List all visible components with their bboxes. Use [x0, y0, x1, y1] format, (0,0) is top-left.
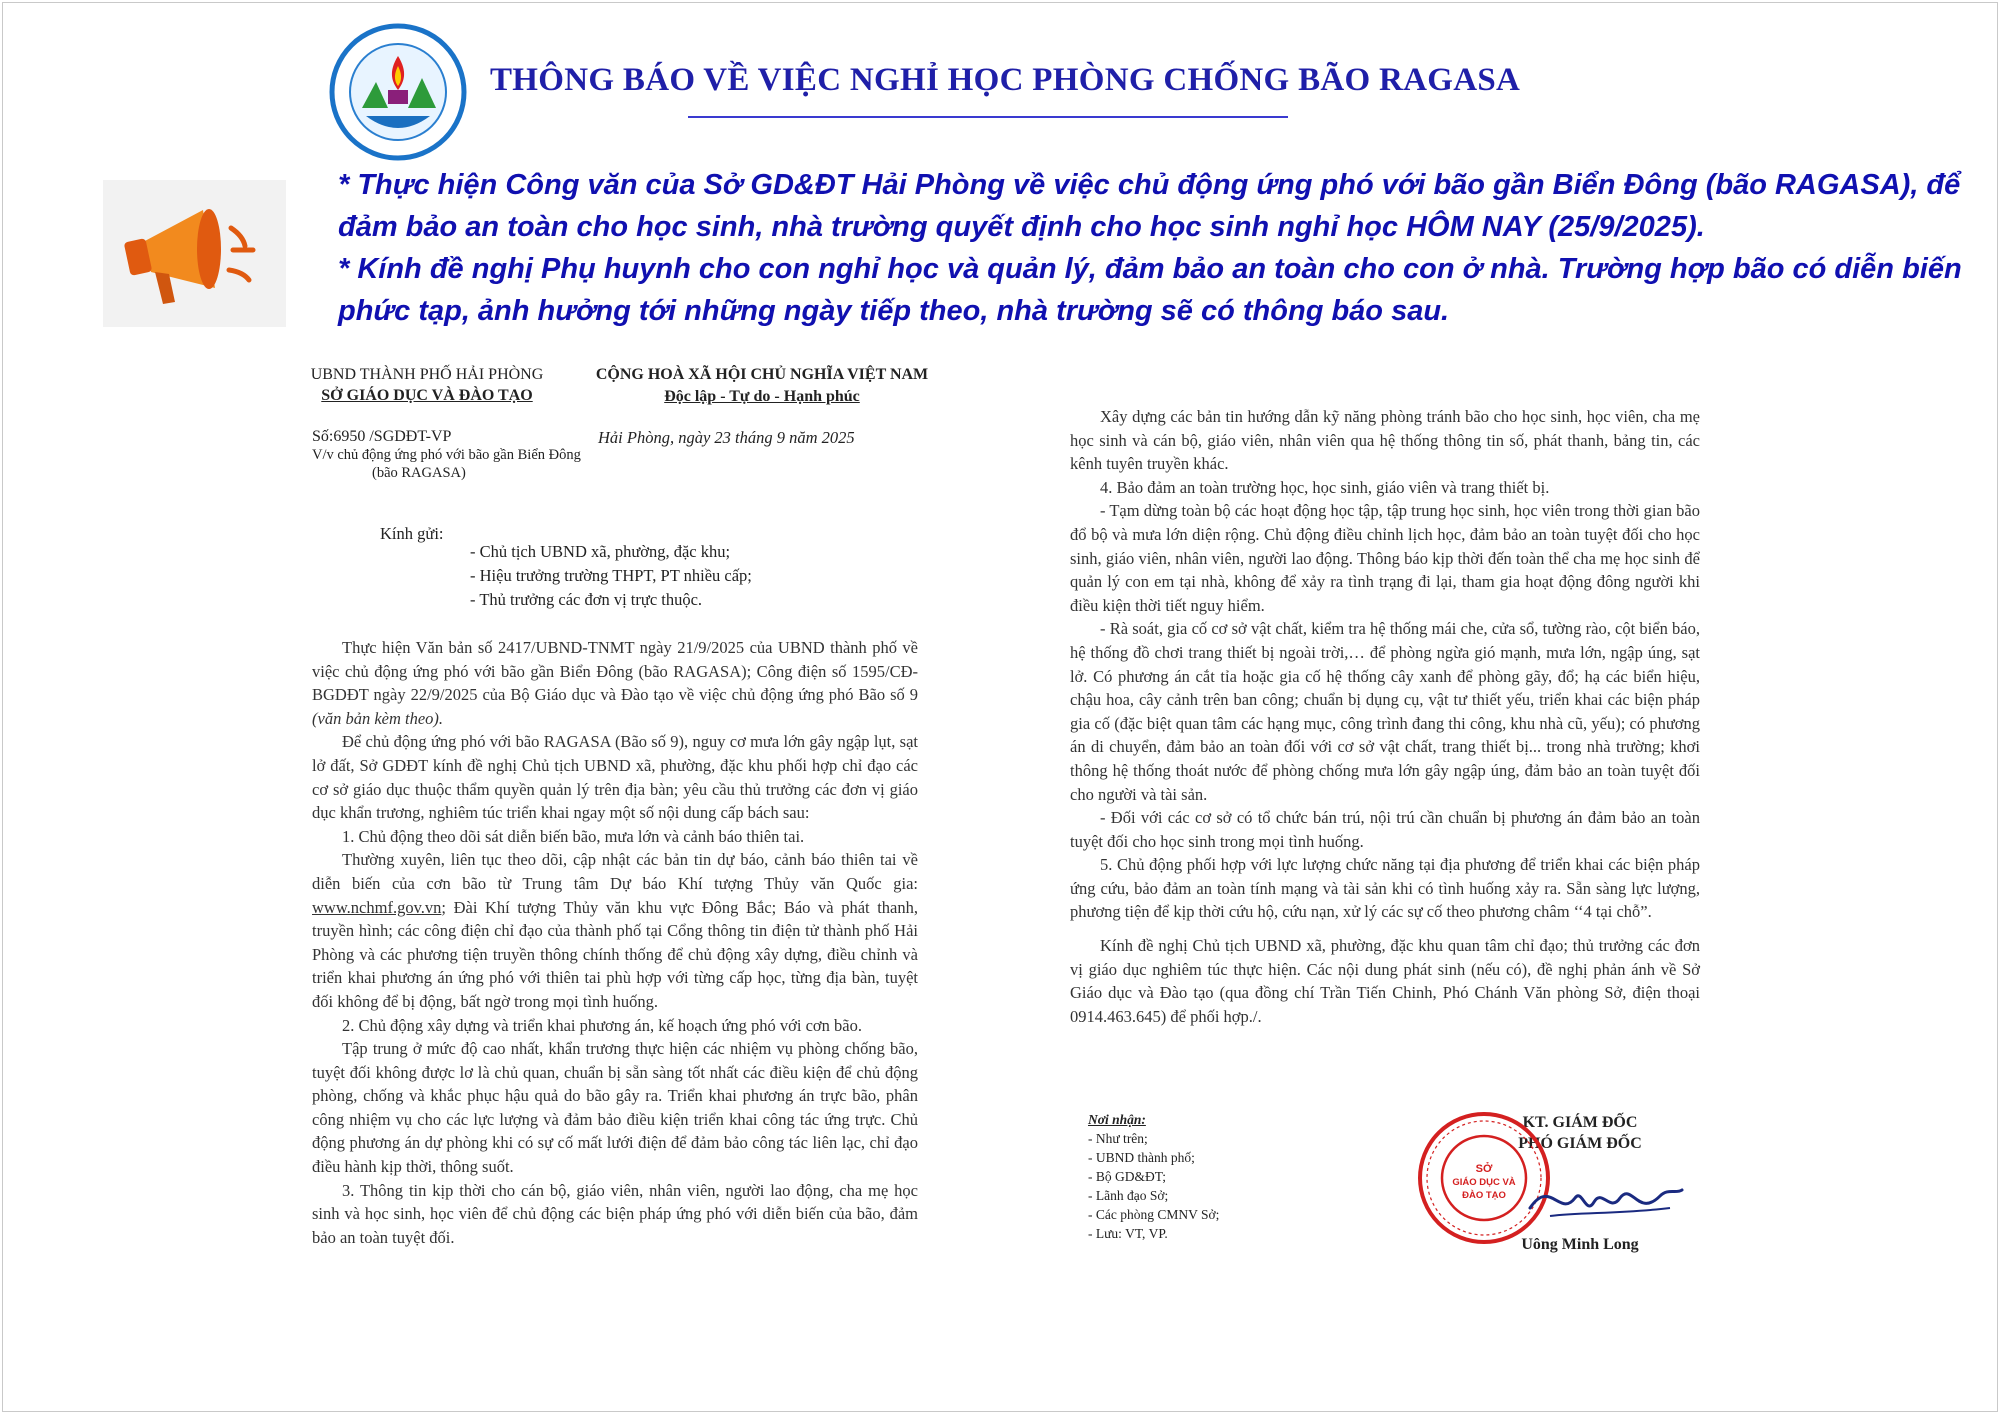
paragraph: - Rà soát, gia cố cơ sở vật chất, kiểm tra hệ thống mái che, cửa sổ, tường rào, cột biển báo, hệ thống đồ chơi trang thiết bị ngoài trời,… để phòng ngừa gió mạnh, mưa lớn, ngập úng, sạt lở. Có phương án cắt tỉa hoặc gia cố hệ thống cây xanh để phòng gãy, đổ; hạ các biển hiệu, chậu hoa, cây cảnh trên ban công; chuẩn bị dụng cụ, vật tư thiết yếu, triển khai các biện pháp gia cố (đặc biệt quan tâm các hạng mục, công trình đang thi công, khu nhà cũ, yếu); có phương án di chuyển, đảm bảo an toàn đối với cơ sở vật chất, trang thiết bị... trong nhà trường; khơi thông hệ thống thoát nước để phòng chống mưa lớn gây ngập úng, đảm bảo an toàn tuyệt đối cho người và tài sản.	[1070, 619, 1700, 804]
paragraph: Thường xuyên, liên tục theo dõi, cập nhật các bản tin dự báo, cảnh báo thiên tai về diễn biến của cơn bão từ Trung tâm Dự báo Khí tượng Thủy văn Quốc gia: www.nchmf.gov.vn; Đài Khí tượng Thủy văn khu vực Đông Bắc; Báo và phát thanh, truyền hình; các công điện chỉ đạo của thành phố tại Cổng thông tin điện tử thành phố Hải Phòng và các phương tiện truyền thông chính thống để chủ động xây dựng, điều chỉnh và triển khai phương án ứng phó với thiên tai phù hợp với từng cấp học, từng địa bàn, tuyệt đối không để bị động, bất ngờ trong mọi tình huống.	[312, 850, 918, 1011]
noi-nhan-item: - Lãnh đạo Sở;	[1088, 1188, 1169, 1203]
nation-line-2: Độc lập - Tự do - Hạnh phúc	[664, 388, 860, 405]
paragraph: 5. Chủ động phối hợp với lực lượng chức năng tại địa phương để triển khai các biện pháp ứng cứu, bảo đảm an toàn tính mạng và tài sản khi có tình huống xảy ra. Sẵn sàng lực lượng, phương tiện để kịp thời cứu hộ, cứu nạn, xử lý các sự cố theo phương châm ‘‘4 tại chỗ”.	[1070, 855, 1700, 922]
noi-nhan-item: - Lưu: VT, VP.	[1088, 1226, 1168, 1241]
noi-nhan-item: - Bộ GD&ĐT;	[1088, 1169, 1167, 1184]
nchmf-link[interactable]: www.nchmf.gov.vn	[312, 897, 442, 917]
title-underline	[688, 116, 1288, 118]
doc-subject-1: V/v chủ động ứng phó với bão gần Biển Đông	[312, 447, 581, 463]
notice-paragraph-2: * Kính đề nghị Phụ huynh cho con nghỉ học và quản lý, đảm bảo an toàn cho con ở nhà. Trường hợp bão có diễn biến phức tạp, ảnh hưởng tới những ngày tiếp theo, nhà trường sẽ có thông báo sau.	[338, 253, 1962, 327]
doc-reference	[312, 428, 582, 482]
noi-nhan-item: - Như trên;	[1088, 1131, 1148, 1146]
school-logo-icon	[326, 20, 470, 164]
noi-nhan-item: - UBND thành phố;	[1088, 1150, 1195, 1165]
handwritten-signature	[1520, 1168, 1690, 1228]
signature-title: KT. GIÁM ĐỐC PHÓ GIÁM ĐỐC	[1518, 1114, 1642, 1152]
nation-line-1: CỘNG HOÀ XÃ HỘI CHỦ NGHĨA VIỆT NAM	[595, 366, 929, 383]
recipient-item: - Chủ tịch UBND xã, phường, đặc khu;	[470, 542, 731, 561]
paragraph: 2. Chủ động xây dựng và triển khai phương án, kế hoạch ứng phó với cơn bão.	[342, 1015, 862, 1035]
recipient-item: - Hiệu trưởng trường THPT, PT nhiều cấp;	[470, 566, 752, 585]
doc-date: Hải Phòng, ngày 23 tháng 9 năm 2025	[598, 428, 855, 447]
paragraph: Xây dựng các bản tin hướng dẫn kỹ năng phòng tránh bão cho học sinh, học viên, cha mẹ học sinh và cán bộ, giáo viên, nhân viên qua hệ thống thông tin số, phát thanh, bảng tin, các kênh tuyên truyền khác.	[1070, 407, 1700, 474]
paragraph: 4. Bảo đảm an toàn trường học, học sinh, giáo viên và trang thiết bị.	[1100, 477, 1550, 497]
paragraph: - Đối với các cơ sở có tổ chức bán trú, nội trú cần chuẩn bị phương án đảm bảo an toàn tuyệt đối cho học sinh trong mọi tình huống.	[1070, 808, 1700, 851]
kinh-gui-label: Kính gửi:	[380, 524, 444, 543]
paragraph: Kính đề nghị Chủ tịch UBND xã, phường, đặc khu quan tâm chỉ đạo; thủ trưởng các đơn vị giáo dục nghiêm túc thực hiện. Các nội dung phát sinh (nếu có), đề nghị phản ánh về Sở Giáo dục và Đào tạo (qua đồng chí Trần Tiến Chinh, Phó Chánh Văn phòng Sở, điện thoại 0914.463.645) để phối hợp./.	[1070, 936, 1700, 1026]
signer-name: Uông Minh Long	[1521, 1236, 1639, 1253]
doc-number: Số:6950 /SGDĐT-VP	[312, 428, 452, 445]
org-line-1: UBND THÀNH PHỐ HẢI PHÒNG	[310, 366, 544, 383]
doc-subject-2: (bão RAGASA)	[372, 465, 466, 481]
paragraph: - Tạm dừng toàn bộ các hoạt động học tập, tập trung học sinh, học viên trong thời gian bão đổ bộ và mưa lớn diện rộng. Chủ động điều chỉnh lịch học, đảm bảo an toàn tuyệt đối cho học sinh, giáo viên, nhân viên, người lao động. Thông báo kịp thời đến toàn thể cha mẹ học sinh để quản lý con em tại nhà, không để xảy ra tình trạng đi lại, tham gia hoạt động đông người khi điều kiện thời tiết nguy hiểm.	[1070, 501, 1700, 615]
svg-text:ĐÀO TẠO: ĐÀO TẠO	[1462, 1190, 1506, 1201]
megaphone-icon	[103, 180, 286, 327]
document-column-left	[312, 636, 918, 1249]
recipients-footer	[1088, 1110, 1219, 1243]
paragraph: 1. Chủ động theo dõi sát diễn biến bão, mưa lớn và cảnh báo thiên tai.	[342, 826, 805, 846]
svg-text:GIÁO DỤC VÀ: GIÁO DỤC VÀ	[1452, 1177, 1516, 1188]
org-line-2: SỞ GIÁO DỤC VÀ ĐÀO TẠO	[321, 387, 533, 404]
page-title: THÔNG BÁO VỀ VIỆC NGHỈ HỌC PHÒNG CHỐNG BÃO RAGASA	[490, 62, 1521, 98]
noi-nhan-item: - Các phòng CMNV Sở;	[1088, 1207, 1220, 1222]
paragraph: 3. Thông tin kịp thời cho cán bộ, giáo viên, nhân viên, người lao động, cha mẹ học sinh và học sinh, học viên để chủ động các biện pháp ứng phó với diễn biến của bão, đảm bảo an toàn tuyệt đối.	[312, 1180, 918, 1247]
org-header	[282, 364, 572, 406]
notice-paragraph-1: * Thực hiện Công văn của Sở GD&ĐT Hải Phòng về việc chủ động ứng phó với bão gần Biển Đông (bão RAGASA), để đảm bảo an toàn cho học sinh, nhà trường quyết định cho học sinh nghỉ học HÔM NAY (25/9/2025).	[338, 169, 1961, 243]
paragraph: Thực hiện Văn bản số 2417/UBND-TNMT ngày 21/9/2025 của UBND thành phố về việc chủ động ứng phó với bão gần Biển Đông (bão RAGASA); Công điện số 1595/CĐ-BGDĐT ngày 22/9/2025 của Bộ Giáo dục và Đào tạo về việc chủ động ứng phó Bão số 9 (văn bản kèm theo).	[312, 638, 918, 728]
paragraph: Để chủ động ứng phó với bão RAGASA (Bão số 9), nguy cơ mưa lớn gây ngập lụt, sạt lở đất, Sở GDĐT kính đề nghị Chủ tịch UBND xã, phường, đặc khu phối hợp chỉ đạo các cơ sở giáo dục thuộc thẩm quyền quản lý trên địa bàn; yêu cầu thủ trưởng các đơn vị giáo dục khẩn trương, nghiêm túc triển khai ngay một số nội dung cấp bách sau:	[312, 732, 918, 823]
paragraph: Tập trung ở mức độ cao nhất, khẩn trương thực hiện các nhiệm vụ phòng chống bão, tuyệt đối không được lơ là chủ quan, chuẩn bị sẵn sàng tốt nhất các điều kiện để chủ động phòng, chống và khắc phục hậu quả do bão gây ra. Triển khai phương án trực bão, phân công nhiệm vụ cho các lực lượng và đảm bảo điều kiện triển khai công tác ứng trực. Chủ động phương án dự phòng khi có sự cố mất lưới điện để đảm bảo công tác liên lạc, chỉ đạo điều hành kịp thời, thông suốt.	[312, 1039, 918, 1177]
recipient-item: - Thủ trưởng các đơn vị trực thuộc.	[470, 590, 703, 609]
recipients-list	[470, 540, 752, 612]
document-column-right	[1070, 405, 1700, 1028]
nation-header	[572, 364, 952, 408]
noi-nhan-heading: Nơi nhận:	[1088, 1112, 1146, 1127]
svg-text:SỞ: SỞ	[1475, 1163, 1493, 1175]
